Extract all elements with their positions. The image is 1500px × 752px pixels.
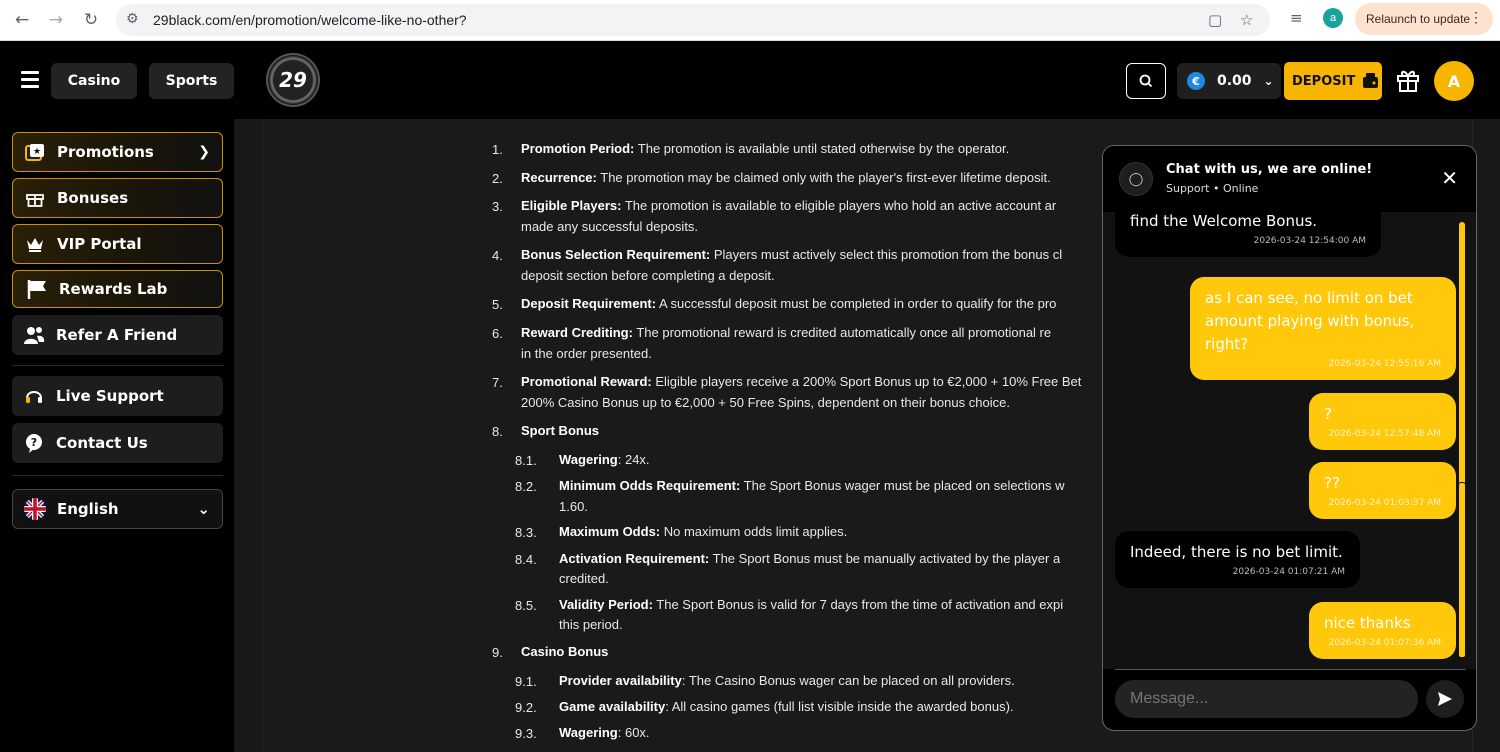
chat-message-agent <box>1115 531 1360 588</box>
chat-status: Support • Online <box>1166 182 1259 195</box>
sidebar-item-label: Bonuses <box>57 189 129 207</box>
term-item-continued: credited. <box>559 571 609 586</box>
back-icon[interactable]: ← <box>14 10 30 30</box>
term-item: Deposit Requirement: A successful deposit must be completed in order to qualify for the pro <box>521 296 1057 311</box>
term-item: Wagering: 24x. <box>559 452 650 467</box>
term-item-continued: 1.60. <box>559 499 588 514</box>
message-time: 2026-03-24 01:03:37 AM <box>1328 498 1441 508</box>
chat-message-user <box>1190 277 1456 380</box>
term-item: Minimum Odds Requirement: The Sport Bonus wager must be placed on selections w <box>559 478 1065 493</box>
term-item: Recurrence: The promotion may be claimed only with the player's first-ever lifetime deposit. <box>521 170 1051 185</box>
forward-icon[interactable]: → <box>48 10 64 30</box>
chat-header <box>1103 146 1477 212</box>
sidebar-item-rewards-lab[interactable] <box>12 270 223 308</box>
sidebar-item-label: Contact Us <box>56 434 148 452</box>
hamburger-menu-icon[interactable] <box>21 71 39 92</box>
site-settings-icon[interactable]: ⚙ <box>126 11 139 27</box>
sidebar-item-label: Promotions <box>57 143 154 161</box>
term-item-continued: this period. <box>559 617 623 632</box>
chevron-right-icon: ❯ <box>198 144 210 160</box>
term-section-heading: Casino Bonus <box>521 644 609 659</box>
chat-message-user <box>1309 393 1456 450</box>
term-number: 6. <box>492 326 503 341</box>
uk-flag-icon <box>24 498 46 520</box>
wallet-icon <box>1361 71 1381 91</box>
sidebar-divider <box>12 365 223 366</box>
sidebar-item-vip-portal[interactable] <box>12 224 223 264</box>
address-bar[interactable] <box>116 4 1270 36</box>
term-number: 9.1. <box>515 674 537 689</box>
sidebar <box>0 119 234 752</box>
term-item: Maximum Odds: No maximum odds limit applies. <box>559 524 848 539</box>
message-time: 2026-03-24 12:54:00 AM <box>1253 236 1366 246</box>
message-text: ?? <box>1324 474 1340 492</box>
reading-list-icon[interactable]: ≡ <box>1290 9 1303 27</box>
relaunch-button[interactable] <box>1355 3 1493 35</box>
term-number: 8.2. <box>515 479 537 494</box>
message-time: 2026-03-24 12:55:16 AM <box>1328 359 1441 369</box>
question-icon <box>24 433 44 453</box>
message-text: ? <box>1324 405 1332 423</box>
chat-bubble-icon: ◯ <box>1119 162 1153 196</box>
send-icon <box>1437 691 1453 707</box>
sidebar-item-refer-a-friend[interactable] <box>12 315 223 355</box>
term-number: 3. <box>492 199 503 214</box>
promotions-icon <box>25 143 45 161</box>
euro-icon: € <box>1187 72 1205 90</box>
term-number: 8. <box>492 424 503 439</box>
deposit-button[interactable] <box>1284 62 1382 100</box>
site-header <box>0 41 1500 119</box>
term-item: Provider availability: The Casino Bonus wager can be placed on all providers. <box>559 673 1015 688</box>
term-item-continued: deposit section before completing a deposit. <box>521 268 775 283</box>
message-time: 2026-03-24 01:07:36 AM <box>1328 638 1441 648</box>
user-avatar[interactable]: A <box>1434 61 1474 101</box>
term-item: Game availability: All casino games (full list visible inside the awarded bonus). <box>559 699 1014 714</box>
message-text: as I can see, no limit on bet amount playing with bonus, right? <box>1205 289 1415 353</box>
term-item: Wagering: 60x. <box>559 725 650 740</box>
term-item: Reward Crediting: The promotional reward is credited automatically once all promotional re <box>521 325 1052 340</box>
balance-dropdown[interactable] <box>1177 63 1281 99</box>
bookmark-star-icon[interactable]: ☆ <box>1240 11 1254 29</box>
language-select[interactable] <box>12 489 223 529</box>
message-time: 2026-03-24 01:07:21 AM <box>1232 567 1345 577</box>
browser-toolbar <box>0 0 1500 41</box>
site-logo[interactable]: 29 <box>266 53 320 107</box>
term-section-heading: Sport Bonus <box>521 423 599 438</box>
close-icon[interactable]: ✕ <box>1441 166 1458 190</box>
crown-icon <box>25 236 45 252</box>
svg-text:?: ? <box>30 436 38 449</box>
send-button[interactable] <box>1426 680 1464 718</box>
chevron-down-icon: ⌄ <box>197 500 210 518</box>
term-number: 9. <box>492 645 503 660</box>
gift-icon[interactable] <box>1395 67 1421 93</box>
term-number: 4. <box>492 248 503 263</box>
sidebar-item-promotions[interactable] <box>12 132 223 172</box>
sidebar-item-label: VIP Portal <box>57 235 142 253</box>
sidebar-item-label: Refer A Friend <box>56 326 178 344</box>
chat-title: Chat with us, we are online! <box>1166 162 1373 177</box>
chat-message-user <box>1309 462 1456 519</box>
sports-button[interactable]: Sports <box>149 63 234 99</box>
sidebar-item-contact-us[interactable] <box>12 423 223 463</box>
term-item: Activation Requirement: The Sport Bonus must be manually activated by the player a <box>559 551 1061 566</box>
sidebar-item-label: Live Support <box>56 387 164 405</box>
term-item: Validity Period: The Sport Bonus is valid for 7 days from the time of activation and expi <box>559 597 1064 612</box>
term-number: 9.2. <box>515 700 537 715</box>
term-item-continued: made any successful deposits. <box>521 219 699 234</box>
term-item: Eligible Players: The promotion is available to eligible players who hold an active account ar <box>521 198 1057 213</box>
flag-icon <box>26 278 48 300</box>
term-number: 5. <box>492 297 503 312</box>
chat-message-agent <box>1115 212 1381 257</box>
term-item: Promotion Period: The promotion is available until stated otherwise by the operator. <box>521 141 1010 156</box>
term-item: Promotional Reward: Eligible players receive a 200% Sport Bonus up to €2,000 + 10% Free Bet <box>521 374 1082 389</box>
term-number: 8.5. <box>515 598 537 613</box>
gift-icon <box>25 188 45 208</box>
profile-avatar[interactable]: a <box>1323 8 1343 28</box>
chat-scrollbar-thumb[interactable] <box>1458 482 1466 658</box>
sidebar-item-label: Rewards Lab <box>59 280 168 298</box>
term-item-continued: 200% Casino Bonus up to €2,000 + 50 Free Spins, dependent on their bonus choice. <box>521 395 1010 410</box>
term-number: 7. <box>492 375 503 390</box>
language-label: English <box>57 500 119 518</box>
message-text: nice thanks <box>1324 614 1411 632</box>
relaunch-label: Relaunch to update <box>1366 12 1471 26</box>
sidebar-divider <box>12 475 223 476</box>
users-icon <box>23 325 45 345</box>
term-number: 1. <box>492 142 503 157</box>
term-number: 8.4. <box>515 552 537 567</box>
search-button[interactable] <box>1126 63 1166 99</box>
casino-button[interactable]: Casino <box>51 63 137 99</box>
more-menu-icon[interactable]: ⋮ <box>1469 9 1483 25</box>
chevron-down-icon: ⌄ <box>1263 74 1274 88</box>
deposit-label: DEPOSIT <box>1292 73 1356 89</box>
term-item-continued: in the order presented. <box>521 346 652 361</box>
term-number: 8.1. <box>515 453 537 468</box>
svg-text:★: ★ <box>32 147 42 157</box>
message-time: 2026-03-24 12:57:48 AM <box>1328 429 1441 439</box>
reload-icon[interactable]: ↻ <box>83 10 99 30</box>
message-text: find the Welcome Bonus. <box>1130 212 1318 230</box>
install-app-icon[interactable]: ▢ <box>1208 11 1223 29</box>
search-icon <box>1138 73 1154 89</box>
message-text: Indeed, there is no bet limit. <box>1130 543 1343 561</box>
url-text: 29black.com/en/promotion/welcome-like-no-other? <box>153 12 467 28</box>
chat-messages[interactable] <box>1103 212 1477 669</box>
chat-message-user <box>1309 602 1456 659</box>
balance-amount: 0.00 <box>1217 73 1252 89</box>
term-number: 2. <box>492 171 503 186</box>
sidebar-item-bonuses[interactable] <box>12 178 223 218</box>
headset-icon <box>24 386 44 406</box>
term-item: Bonus Selection Requirement: Players must actively select this promotion from the bonus cl <box>521 247 1063 262</box>
term-number: 9.3. <box>515 726 537 741</box>
chat-widget <box>1102 145 1477 731</box>
message-input[interactable] <box>1115 680 1418 718</box>
sidebar-item-live-support[interactable] <box>12 376 223 416</box>
term-number: 8.3. <box>515 525 537 540</box>
